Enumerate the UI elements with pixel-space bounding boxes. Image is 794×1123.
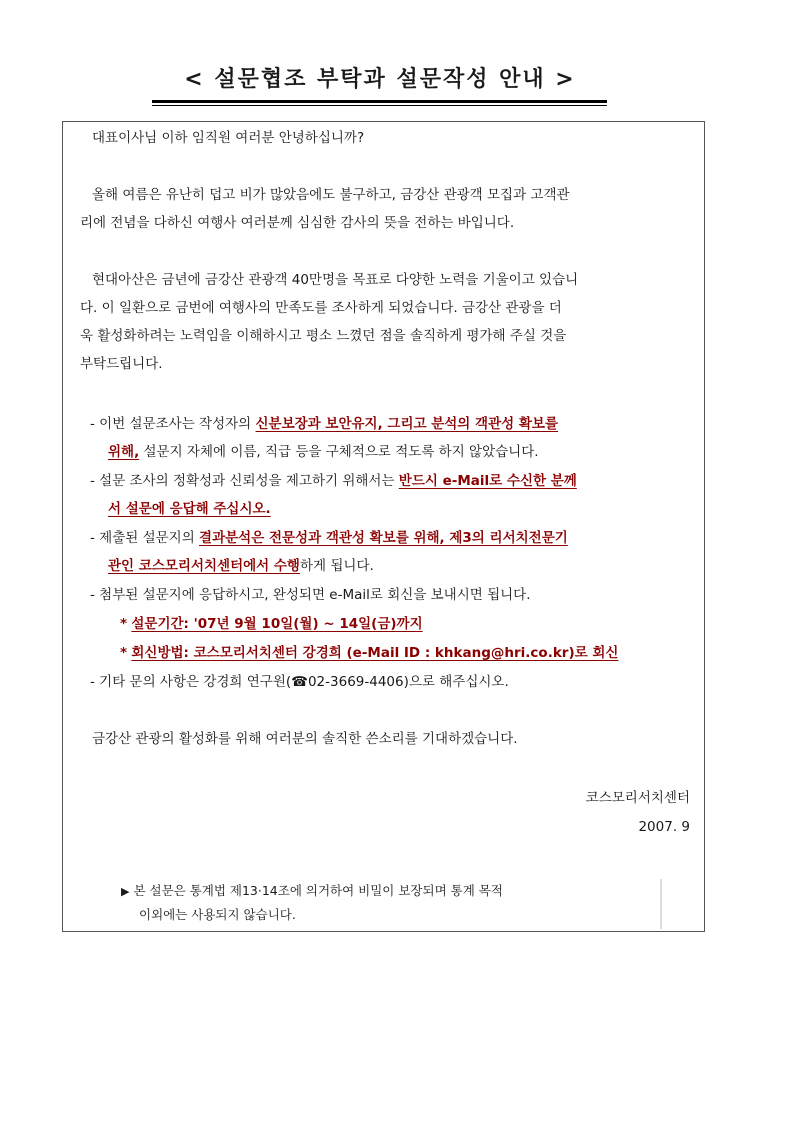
survey-period-label: 설문기간 — [131, 616, 184, 632]
note-line1-text: 본 설문은 통계법 제13·14조에 의거하여 비밀이 보장되며 통계 목적 — [133, 883, 503, 898]
reply-method-label: 회신방법 — [131, 645, 184, 661]
greeting: 대표이사님 이하 임직원 여러분 안녕하십니까? — [92, 130, 365, 146]
bullet-anonymity — [90, 410, 558, 438]
bullet-analysis-cont — [108, 552, 374, 580]
bullet-anonymity-text-cont: 설문지 자체에 이름, 직급 등을 구체적으로 적도록 하지 않았습니다. — [139, 444, 539, 460]
para1-line2: 리에 전념을 다하신 여행사 여러분께 심심한 감사의 뜻을 전하는 바입니다. — [80, 215, 515, 231]
star-marker: * — [120, 645, 128, 661]
bullet-anonymity-text: - 이번 설문조사는 작성자의 — [90, 416, 256, 432]
bullet-email-cont — [108, 495, 271, 523]
bullet-email-text: - 설문 조사의 정확성과 신뢰성을 제고하기 위해서는 — [90, 473, 399, 489]
signature-org: 코스모리서치센터 — [585, 790, 690, 806]
note-line1 — [121, 880, 503, 903]
reply-method-value: : 코스모리서치센터 강경희 (e-Mail ID : khkang@hri.co.kr)로 회신 — [183, 645, 619, 661]
note-line2: 이외에는 사용되지 않습니다. — [139, 907, 296, 922]
bullet-contact — [90, 668, 509, 696]
bullet-analysis-emphasis-cont: 관인 코스모리서치센터에서 수행 — [108, 558, 300, 574]
closing-remark: 금강산 관광의 활성화를 위해 여러분의 솔직한 쓴소리를 기대하겠습니다. — [92, 731, 518, 747]
survey-period — [120, 610, 423, 638]
bullet-contact-text: - 기타 문의 사항은 강경희 연구원( — [90, 674, 292, 690]
bullet-email-emphasis-cont: 서 설문에 응답해 주십시오. — [108, 501, 271, 517]
bullet-analysis-text: - 제출된 설문지의 — [90, 530, 200, 546]
bullet-analysis-text-cont: 하게 됩니다. — [299, 558, 374, 574]
bullet-contact-phone: 02-3669-4406)으로 해주십시오. — [307, 674, 509, 690]
bullet-anonymity-cont — [108, 438, 539, 466]
triangle-bullet-icon: ▶ — [121, 885, 130, 898]
bullet-email — [90, 467, 577, 495]
bullet-analysis — [90, 524, 568, 552]
para1-line1: 올해 여름은 유난히 덥고 비가 많았음에도 불구하고, 금강산 관광객 모집과 고객관 — [92, 187, 570, 203]
title-rule-thin — [152, 105, 607, 106]
star-marker: * — [120, 616, 128, 632]
signature-date: 2007. 9 — [638, 819, 690, 835]
survey-period-value: : '07년 9월 10일(월) ~ 14일(금)까지 — [183, 616, 423, 632]
phone-icon: ☎ — [291, 674, 308, 690]
para2-line4: 부탁드립니다. — [80, 356, 163, 372]
page-title: < 설문협조 부탁과 설문작성 안내 > — [184, 67, 576, 92]
bullet-analysis-emphasis: 결과분석은 전문성과 객관성 확보를 위해, 제3의 리서치전문기 — [199, 530, 568, 546]
para2-line3: 욱 활성화하려는 노력임을 이해하시고 평소 느꼈던 점을 솔직하게 평가해 주실 것을 — [80, 328, 567, 344]
para2-line2: 다. 이 일환으로 금번에 여행사의 만족도를 조사하게 되었습니다. 금강산 관광을 더 — [80, 300, 562, 316]
reply-method — [120, 639, 618, 667]
title-rule-thick — [152, 100, 607, 103]
para2-line1: 현대아산은 금년에 금강산 관광객 40만명을 목표로 다양한 노력을 기울이고 있습니 — [92, 272, 579, 288]
bullet-anonymity-emphasis: 신분보장과 보안유지, 그리고 분석의 객관성 확보를 — [255, 416, 558, 432]
bullet-anonymity-emphasis-cont: 위해, — [108, 444, 140, 460]
bullet-reply: - 첨부된 설문지에 응답하시고, 완성되면 e-Mail로 회신을 보내시면 됩니다. — [90, 587, 531, 603]
bullet-email-emphasis: 반드시 e-Mail로 수신한 분께 — [398, 473, 577, 489]
